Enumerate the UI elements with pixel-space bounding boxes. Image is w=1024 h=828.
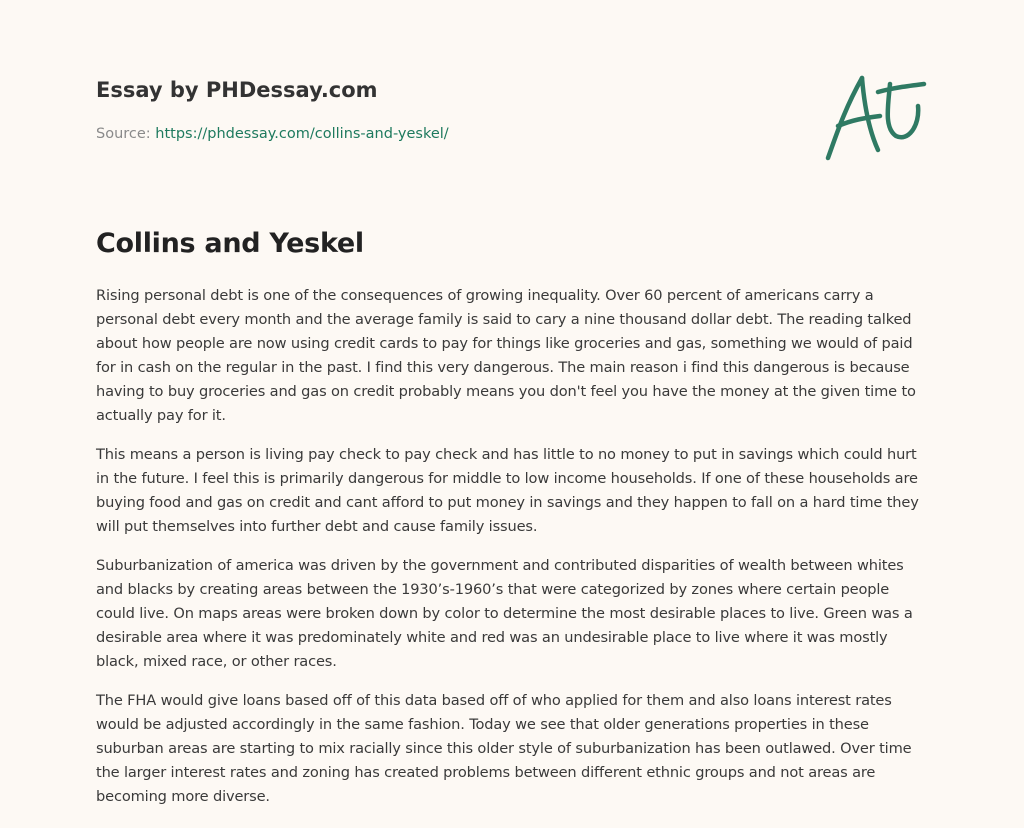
essay-paragraph: This means a person is living pay check to pay check and has little to no money to put in savings which could hurt in the future. I feel this is primarily dangerous for middle to low income households. If one of these households are buying food and gas on credit and cant afford to put money in savings and they happen to fall on a hard time they will put themselves into further debt and cause family issues. bbox=[96, 446, 919, 535]
a-plus-logo-icon bbox=[818, 66, 930, 166]
source-label: Source: bbox=[96, 126, 156, 142]
essay-paragraph: Rising personal debt is one of the consequences of growing inequality. Over 60 percent of americans carry a personal debt every month and the average family is said to cary a nine thousand dollar debt. The reading talked about how people are now using credit cards to pay for things like groceries and gas, something we would of paid for in cash on the regular in the past. I find this very dangerous. The main reason i find this dangerous is because having to buy groceries and gas on credit probably means you don't feel you have the money at the given time to actually pay for it. bbox=[96, 287, 916, 424]
essay-paragraph: The FHA would give loans based off of this data based off of who applied for them and also loans interest rates would be adjusted accordingly in the same fashion. Today we see that older generations properties in these suburban areas are starting to mix racially since this older style of suburbanization has been outlawed. Over time the larger interest rates and zoning has created problems between different ethnic groups and not areas are becoming more diverse. bbox=[96, 692, 912, 805]
site-title: Essay by PHDessay.com bbox=[96, 78, 378, 102]
essay-body bbox=[96, 284, 932, 824]
essay-paragraph: Suburbanization of america was driven by the government and contributed disparities of wealth between whites and blacks by creating areas between the 1930’s-1960’s that were categorized by zones where certain people could live. On maps areas were broken down by color to determine the most desirable places to live. Green was a desirable area where it was predominately white and red was an undesirable place to live where it was mostly black, mixed race, or other races. bbox=[96, 557, 913, 670]
source-link[interactable]: https://phdessay.com/collins-and-yeskel/ bbox=[155, 126, 449, 142]
page-header bbox=[96, 76, 796, 144]
source-line bbox=[96, 124, 796, 144]
essay-title: Collins and Yeskel bbox=[96, 228, 364, 259]
